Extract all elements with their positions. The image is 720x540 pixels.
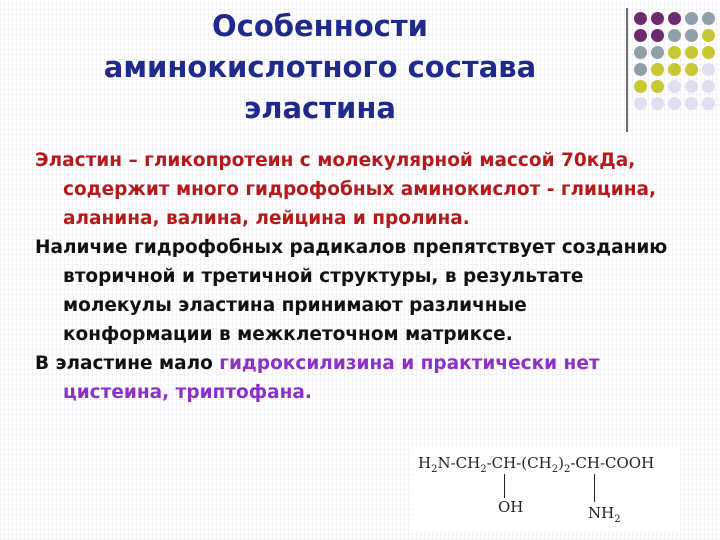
decorative-dot — [634, 46, 647, 59]
decorative-dot — [668, 63, 681, 76]
formula-bond-nh2 — [594, 474, 595, 502]
formula-oh-group: OH — [498, 498, 524, 516]
paragraph-amino-acid-content — [35, 349, 675, 407]
decorative-dot — [668, 46, 681, 59]
title-line-3: эластина — [244, 91, 396, 125]
decorative-dot — [634, 63, 647, 76]
decorative-dot — [702, 63, 715, 76]
decorative-dot — [668, 80, 681, 93]
decorative-dot — [634, 80, 647, 93]
decorative-dot — [685, 12, 698, 25]
decorative-dot — [702, 46, 715, 59]
decorative-dot — [702, 80, 715, 93]
decorative-dot — [668, 29, 681, 42]
decorative-dot — [668, 12, 681, 25]
formula-main-chain: $H_2N-CH_2-CH-(CH_2)_2-CH$-COOH — [418, 454, 655, 475]
decorative-dot — [651, 29, 664, 42]
paragraph-highlight-text: гидроксилизина и практически нет цистеина, триптофана. — [63, 353, 600, 403]
paragraph-lead-text: В эластине мало — [35, 353, 220, 374]
decorative-dot — [651, 97, 664, 110]
decorative-dot — [668, 97, 681, 110]
slide-title — [40, 6, 600, 129]
decorative-dot — [685, 80, 698, 93]
title-line-2: аминокислотного состава — [103, 50, 537, 84]
hydroxylysine-structural-formula — [412, 448, 680, 532]
title-line-1: Особенности — [212, 9, 428, 43]
decorative-dot — [634, 97, 647, 110]
decorative-dot — [702, 29, 715, 42]
formula-bond-oh — [504, 474, 505, 498]
paragraph-elastin-definition: Эластин – гликопротеин с молекулярной массой 70кДа, содержит много гидрофобных аминокислот - глицина, аланина, валина, лейцина и пролина. — [35, 150, 656, 229]
decorative-dot — [634, 12, 647, 25]
decorative-dot — [634, 29, 647, 42]
decorative-dot — [651, 46, 664, 59]
decorative-dot — [702, 12, 715, 25]
decorative-dot — [651, 63, 664, 76]
decorative-dot-grid — [634, 12, 718, 110]
formula-nh2-group: $NH_2$ — [588, 504, 621, 525]
decorative-dot — [651, 80, 664, 93]
decorative-dot — [685, 46, 698, 59]
slide-body — [35, 146, 675, 407]
decorative-dot — [685, 63, 698, 76]
decorative-dot — [702, 97, 715, 110]
decorative-dot — [685, 29, 698, 42]
decorative-dot — [685, 97, 698, 110]
decorative-dot — [651, 12, 664, 25]
decorative-divider — [626, 8, 628, 132]
paragraph-hydrophobic-radicals: Наличие гидрофобных радикалов препятствует созданию вторичной и третичной структуры, в результате молекулы эластина принимают различные конформации в межклеточном матриксе. — [35, 237, 668, 345]
